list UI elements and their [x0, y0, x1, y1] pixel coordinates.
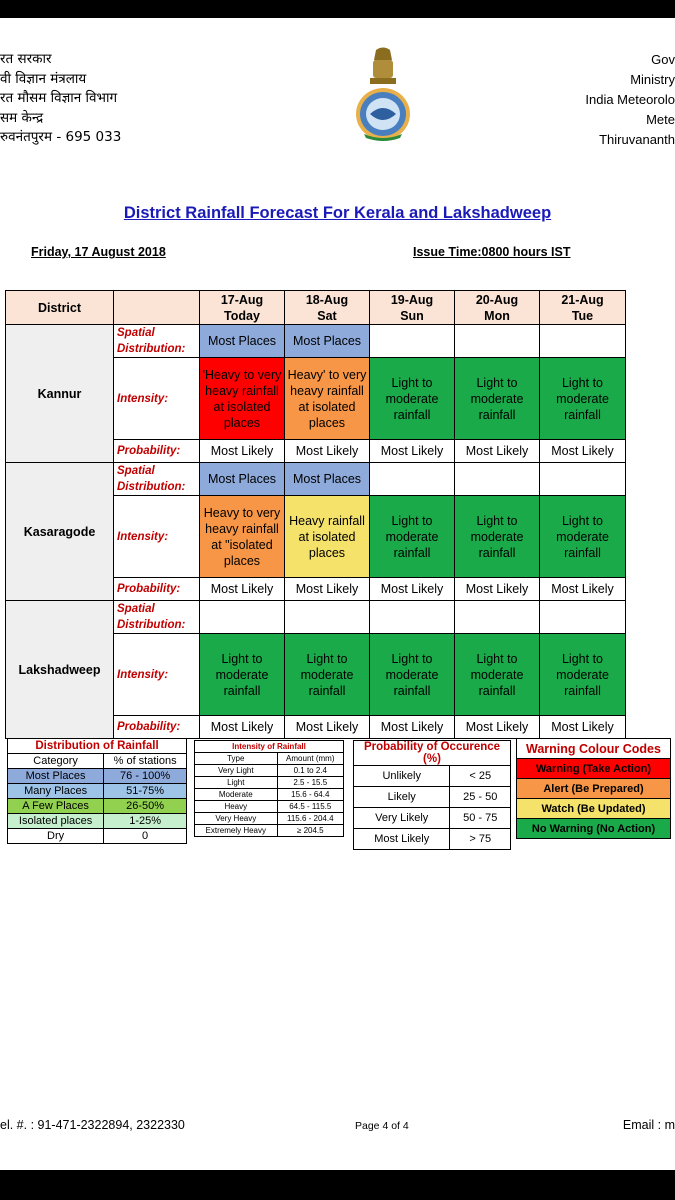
- legend-value: 1-25%: [104, 814, 187, 829]
- probability-cell: Most Likely: [455, 440, 540, 463]
- district-name: Kannur: [6, 325, 114, 463]
- legend-header: Category: [8, 754, 104, 769]
- probability-label: Probability:: [114, 578, 200, 601]
- legend-row: [195, 813, 344, 825]
- legend-range: > 75: [450, 829, 511, 850]
- warning-green: No Warning (No Action): [517, 819, 671, 839]
- spatial-cell: [540, 601, 626, 634]
- legend-row: [195, 777, 344, 789]
- spatial-cell: [370, 325, 455, 358]
- intensity-cell: Light to moderate rainfall: [370, 496, 455, 578]
- legend-row: [8, 769, 187, 784]
- legend-term: Unlikely: [354, 766, 450, 787]
- legend-range: 50 - 75: [450, 808, 511, 829]
- probability-cell: Most Likely: [370, 578, 455, 601]
- legend-range: < 25: [450, 766, 511, 787]
- intensity-cell: Light to moderate rainfall: [540, 358, 626, 440]
- legend-row: [195, 789, 344, 801]
- warning-orange: Alert (Be Prepared): [517, 779, 671, 799]
- legend-title: Distribution of Rainfall: [8, 739, 187, 754]
- probability-label: Probability:: [114, 440, 200, 463]
- header-english-line: Ministry: [630, 72, 675, 87]
- legend-title: Intensity of Rainfall: [195, 741, 344, 753]
- intensity-label: Intensity:: [114, 634, 200, 716]
- legend-category: Isolated places: [8, 814, 104, 829]
- spatial-cell: [455, 325, 540, 358]
- header-hindi-line: सम केन्द्र: [0, 109, 44, 126]
- legend-term: Most Likely: [354, 829, 450, 850]
- header-hindi-line: वी विज्ञान मंत्रलाय: [0, 70, 87, 87]
- header-english-line: Thiruvananth: [599, 132, 675, 147]
- spatial-cell: [540, 463, 626, 496]
- intensity-cell: 'Heavy to very heavy rainfall at isolated places: [200, 358, 285, 440]
- spatial-label: Spatial Distribution:: [114, 325, 200, 358]
- legend-row: [195, 825, 344, 837]
- spatial-cell: [370, 601, 455, 634]
- legend-value: 26-50%: [104, 799, 187, 814]
- legend-value: 76 - 100%: [104, 769, 187, 784]
- intensity-cell: Light to moderate rainfall: [455, 496, 540, 578]
- spatial-cell: Most Places: [285, 463, 370, 496]
- footer-email: Email : m: [622, 1118, 675, 1132]
- legend-category: Most Places: [8, 769, 104, 784]
- legend-type: Extremely Heavy: [195, 825, 278, 837]
- district-name: Lakshadweep: [6, 601, 114, 739]
- spatial-cell: [455, 601, 540, 634]
- legend-row: [354, 808, 511, 829]
- spatial-cell: [540, 325, 626, 358]
- district-name: Kasaragode: [6, 463, 114, 601]
- top-black-bar: [0, 0, 675, 18]
- legend-header: Amount (mm): [277, 753, 343, 765]
- day-header: 20-Aug Mon: [455, 291, 540, 325]
- intensity-cell: Light to moderate rainfall: [540, 634, 626, 716]
- legend-title: Warning Colour Codes: [517, 739, 671, 759]
- legend-value: 0: [104, 829, 187, 844]
- legend-range: 25 - 50: [450, 787, 511, 808]
- intensity-cell: Light to moderate rainfall: [540, 496, 626, 578]
- legend-amount: 15.6 - 64.4: [277, 789, 343, 801]
- header-english-line: Gov: [651, 52, 675, 67]
- legend-term: Very Likely: [354, 808, 450, 829]
- probability-cell: Most Likely: [370, 716, 455, 739]
- header-hindi-line: रुवनंतपुरम - 695 033: [0, 129, 122, 145]
- legend-header: % of stations: [104, 754, 187, 769]
- legend-type: Light: [195, 777, 278, 789]
- imd-emblem-logo: [354, 46, 412, 142]
- legend-row: [354, 787, 511, 808]
- bottom-black-bar: [0, 1170, 675, 1200]
- spatial-cell: Most Places: [285, 325, 370, 358]
- footer-page-number: Page 4 of 4: [355, 1120, 409, 1132]
- probability-cell: Most Likely: [200, 716, 285, 739]
- probability-cell: Most Likely: [200, 440, 285, 463]
- day-header: 18-Aug Sat: [285, 291, 370, 325]
- warning-yellow: Watch (Be Updated): [517, 799, 671, 819]
- spatial-cell: [200, 601, 285, 634]
- legend-amount: 2.5 - 15.5: [277, 777, 343, 789]
- intensity-cell: Light to moderate rainfall: [370, 358, 455, 440]
- legend-row: [8, 799, 187, 814]
- forecast-table: [5, 290, 626, 739]
- probability-cell: Most Likely: [285, 578, 370, 601]
- intensity-cell: Light to moderate rainfall: [455, 634, 540, 716]
- probability-cell: Most Likely: [285, 440, 370, 463]
- legend-row: [8, 814, 187, 829]
- probability-cell: Most Likely: [455, 716, 540, 739]
- day-header: 17-Aug Today: [200, 291, 285, 325]
- district-header: District: [6, 291, 114, 325]
- intensity-cell: Light to moderate rainfall: [200, 634, 285, 716]
- distribution-legend: [7, 738, 187, 844]
- header-english-line: India Meteorolo: [585, 92, 675, 107]
- warning-red: Warning (Take Action): [517, 759, 671, 779]
- spatial-cell: [285, 601, 370, 634]
- spatial-label: Spatial Distribution:: [114, 463, 200, 496]
- header-english-line: Mete: [646, 112, 675, 127]
- legend-term: Likely: [354, 787, 450, 808]
- legend-category: Many Places: [8, 784, 104, 799]
- intensity-label: Intensity:: [114, 358, 200, 440]
- probability-cell: Most Likely: [455, 578, 540, 601]
- intensity-cell: Heavy to very heavy rainfall at "isolated places: [200, 496, 285, 578]
- legend-amount: 64.5 - 115.5: [277, 801, 343, 813]
- issue-time: Issue Time:0800 hours IST: [413, 245, 571, 259]
- header-hindi-block: [0, 50, 121, 148]
- legend-amount: 115.6 - 204.4: [277, 813, 343, 825]
- probability-cell: Most Likely: [370, 440, 455, 463]
- probability-cell: Most Likely: [540, 440, 626, 463]
- intensity-cell: Heavy rainfall at isolated places: [285, 496, 370, 578]
- legend-row: [354, 829, 511, 850]
- legend-type: Moderate: [195, 789, 278, 801]
- probability-label: Probability:: [114, 716, 200, 739]
- spatial-cell: Most Places: [200, 325, 285, 358]
- probability-cell: Most Likely: [200, 578, 285, 601]
- header-hindi-line: रत सरकार: [0, 51, 52, 67]
- legend-category: Dry: [8, 829, 104, 844]
- document-title: District Rainfall Forecast For Kerala and Lakshadweep: [123, 204, 552, 222]
- spatial-label: Spatial Distribution:: [114, 601, 200, 634]
- header-hindi-line: रत मौसम विज्ञान विभाग: [0, 90, 118, 106]
- footer-telephone: el. #. : 91-471-2322894, 2322330: [0, 1118, 185, 1132]
- legend-title: Probability of Occurence (%): [354, 741, 511, 766]
- legend-row: [354, 766, 511, 787]
- intensity-cell: Heavy' to very heavy rainfall at isolated places: [285, 358, 370, 440]
- intensity-legend: [194, 740, 344, 837]
- day-header: 21-Aug Tue: [540, 291, 626, 325]
- header-english-block: [585, 50, 675, 150]
- probability-cell: Most Likely: [540, 716, 626, 739]
- intensity-label: Intensity:: [114, 496, 200, 578]
- intensity-cell: Light to moderate rainfall: [455, 358, 540, 440]
- label-header-blank: [114, 291, 200, 325]
- warning-colour-legend: [516, 738, 671, 839]
- legend-row: [8, 829, 187, 844]
- forecast-date: Friday, 17 August 2018: [31, 245, 166, 259]
- legend-type: Heavy: [195, 801, 278, 813]
- probability-cell: Most Likely: [540, 578, 626, 601]
- intensity-cell: Light to moderate rainfall: [370, 634, 455, 716]
- legend-category: A Few Places: [8, 799, 104, 814]
- spatial-cell: Most Places: [200, 463, 285, 496]
- legend-type: Very Heavy: [195, 813, 278, 825]
- legend-row: [8, 784, 187, 799]
- spatial-cell: [455, 463, 540, 496]
- legend-type: Very Light: [195, 765, 278, 777]
- day-header: 19-Aug Sun: [370, 291, 455, 325]
- legend-header: Type: [195, 753, 278, 765]
- legend-amount: ≥ 204.5: [277, 825, 343, 837]
- legend-value: 51-75%: [104, 784, 187, 799]
- intensity-cell: Light to moderate rainfall: [285, 634, 370, 716]
- probability-cell: Most Likely: [285, 716, 370, 739]
- legend-amount: 0.1 to 2.4: [277, 765, 343, 777]
- legend-row: [195, 801, 344, 813]
- probability-legend: [353, 740, 511, 850]
- spatial-cell: [370, 463, 455, 496]
- legend-row: [195, 765, 344, 777]
